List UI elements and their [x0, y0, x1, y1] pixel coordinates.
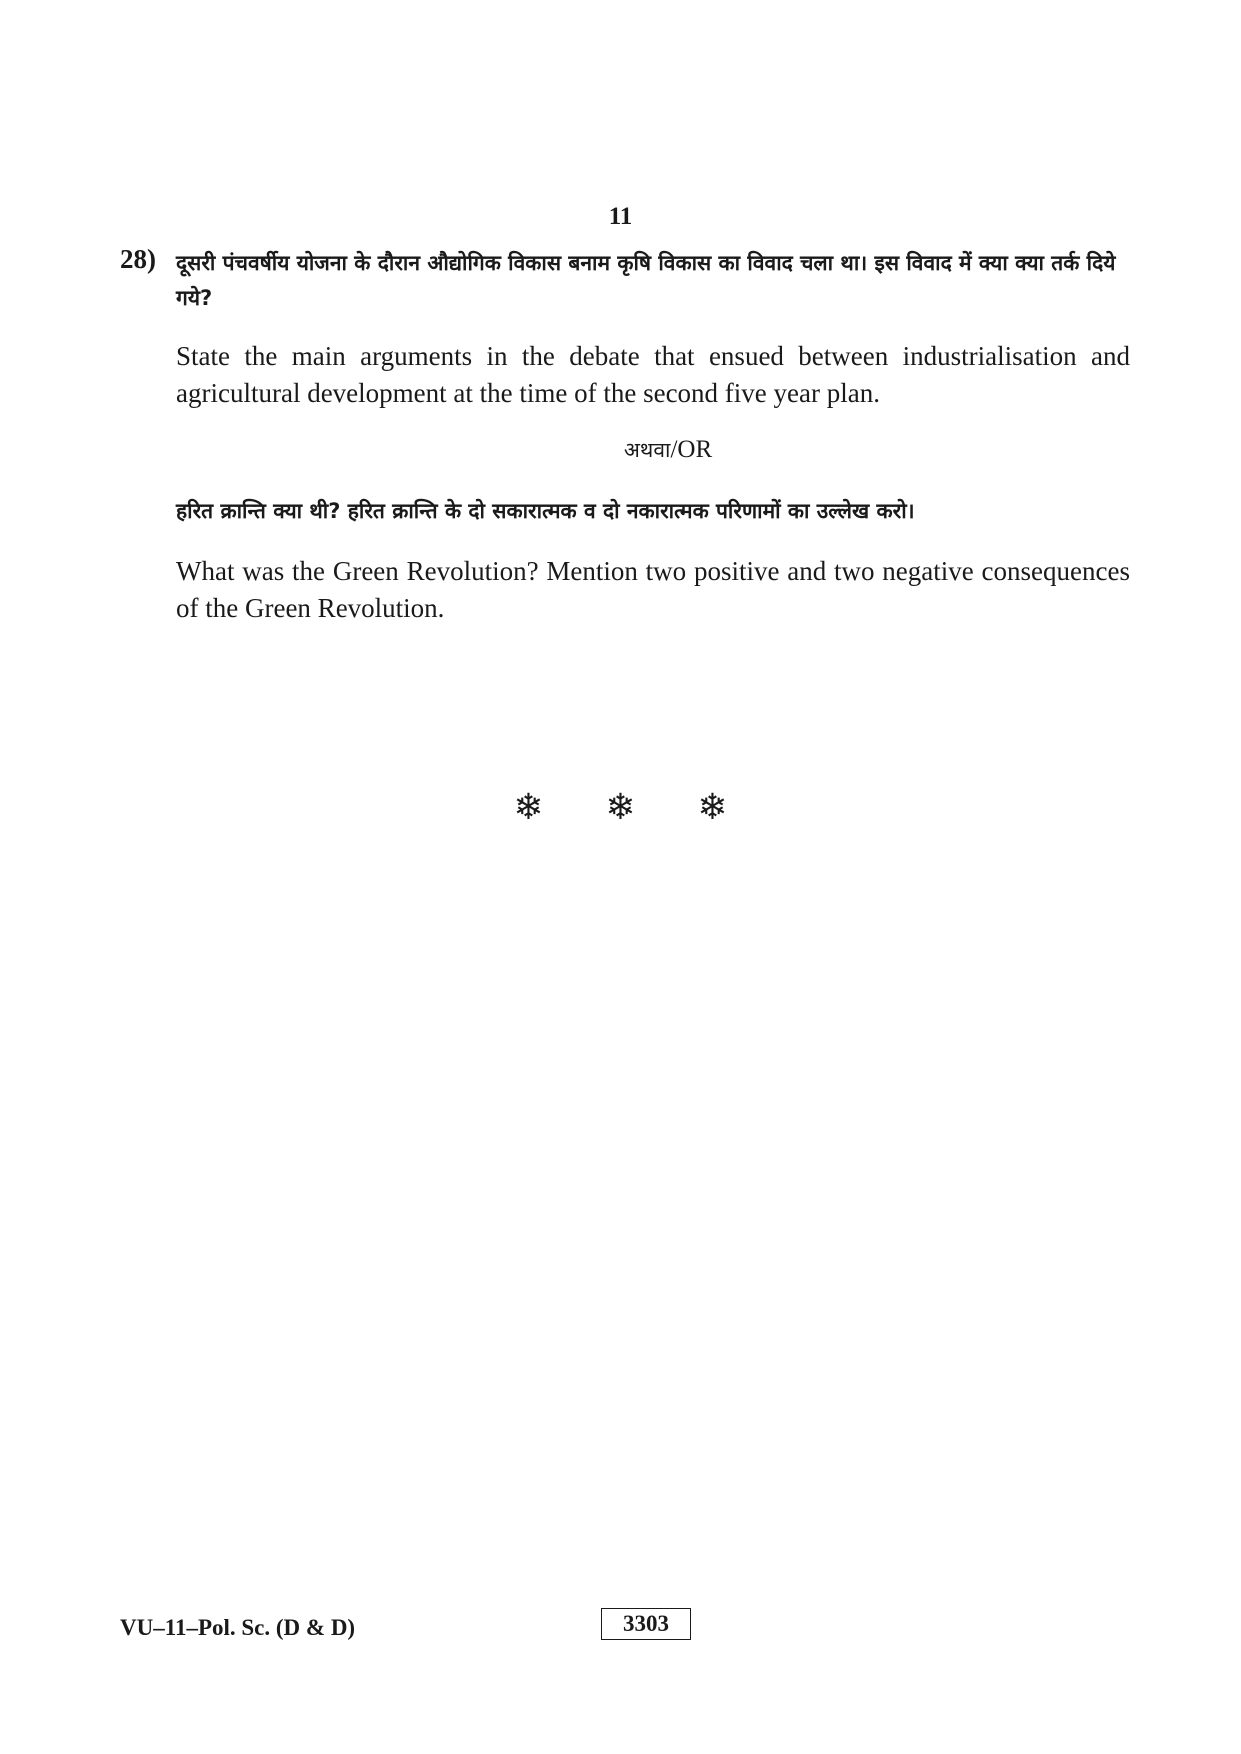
question-28 [120, 244, 1130, 627]
alternate-question-english-text: What was the Green Revolution? Mention two positive and two negative consequences of the Green Revolution. [176, 556, 1130, 623]
alternate-question-hindi-text: हरित क्रान्ति क्या थी? हरित क्रान्ति के दो सकारात्मक व दो नकारात्मक परिणामों का उल्लेख करो। [176, 499, 915, 523]
question-english-text: State the main arguments in the debate that ensued between industrialisation and agricultural development at the time of the second five year plan. [176, 341, 1130, 408]
question-number: 28) [120, 244, 156, 274]
or-separator [120, 433, 1130, 468]
page-number: 11 [608, 203, 633, 230]
or-english: /OR [670, 436, 713, 463]
snowflake-icon: ❄ [697, 787, 728, 828]
question-hindi-text: दूसरी पंचवर्षीय योजना के दौरान औद्योगिक विकास बनाम कृषि विकास का विवाद चला था। इस विवाद में क्या क्या तर्क दिये गये? [176, 251, 1116, 310]
footer-serial-number: 3303 [601, 1608, 691, 1640]
footer-paper-code: VU–11–Pol. Sc. (D & D) [120, 1615, 356, 1640]
snowflake-icon: ❄ [513, 787, 544, 828]
snowflake-icon: ❄ [605, 787, 636, 828]
end-of-paper-marks [0, 786, 1241, 830]
or-hindi: अथवा [623, 438, 671, 462]
